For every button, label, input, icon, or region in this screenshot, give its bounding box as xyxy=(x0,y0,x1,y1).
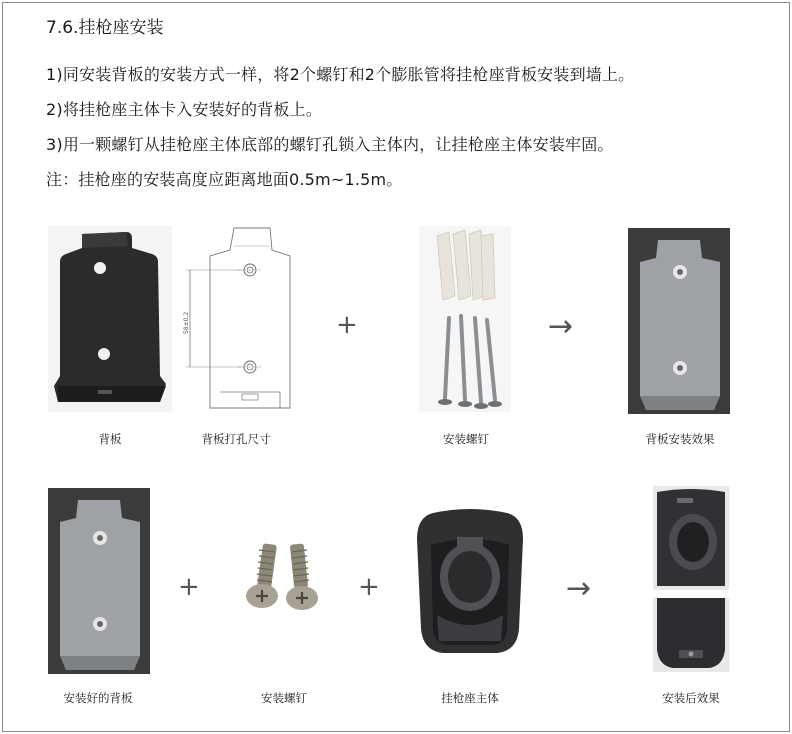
installed-backplate-photo xyxy=(48,488,150,674)
step-3-text: 3)用一颗螺钉从挂枪座主体底部的螺钉孔锁入主体内，让挂枪座主体安装牢固。 xyxy=(46,135,614,154)
caption-gun-holder-body: 挂枪座主体 xyxy=(441,691,499,705)
arrow-right-icon: → xyxy=(548,309,574,344)
mounted-backplate-photo xyxy=(628,228,730,414)
backplate-photo xyxy=(48,226,172,412)
caption-backplate: 背板 xyxy=(98,432,122,446)
gun-holder-body-photo xyxy=(413,505,527,655)
section-title: 7.6.挂枪座安装 xyxy=(46,18,164,38)
plus-operator-1: + xyxy=(336,310,358,340)
plus-operator-3: + xyxy=(358,572,380,602)
installed-effect-front-photo xyxy=(653,486,729,590)
note-text: 注：挂枪座的安装高度应距离地面0.5m~1.5m。 xyxy=(46,170,403,189)
caption-installed-effect: 安装后效果 xyxy=(662,691,720,705)
caption-backplate-effect: 背板安装效果 xyxy=(645,432,715,446)
step-1-text: 1)同安装背板的安装方式一样，将2个螺钉和2个膨胀管将挂枪座背板安装到墙上。 xyxy=(46,65,635,84)
arrow-right-icon-2: → xyxy=(566,571,592,606)
installed-effect-bottom-photo xyxy=(653,598,729,672)
caption-drilling-dimension: 背板打孔尺寸 xyxy=(201,432,271,446)
two-screws-photo xyxy=(240,536,330,612)
caption-mounting-screws-2: 安装螺钉 xyxy=(261,691,307,705)
caption-mounting-screws: 安装螺钉 xyxy=(443,432,489,446)
step-2-text: 2)将挂枪座主体卡入安装好的背板上。 xyxy=(46,100,323,119)
plus-operator-2: + xyxy=(178,572,200,602)
caption-installed-backplate: 安装好的背板 xyxy=(63,691,133,705)
dimension-label: 58±0.2 xyxy=(183,311,190,334)
drilling-dimension-drawing xyxy=(180,222,296,414)
screws-and-anchors-photo xyxy=(419,226,511,412)
